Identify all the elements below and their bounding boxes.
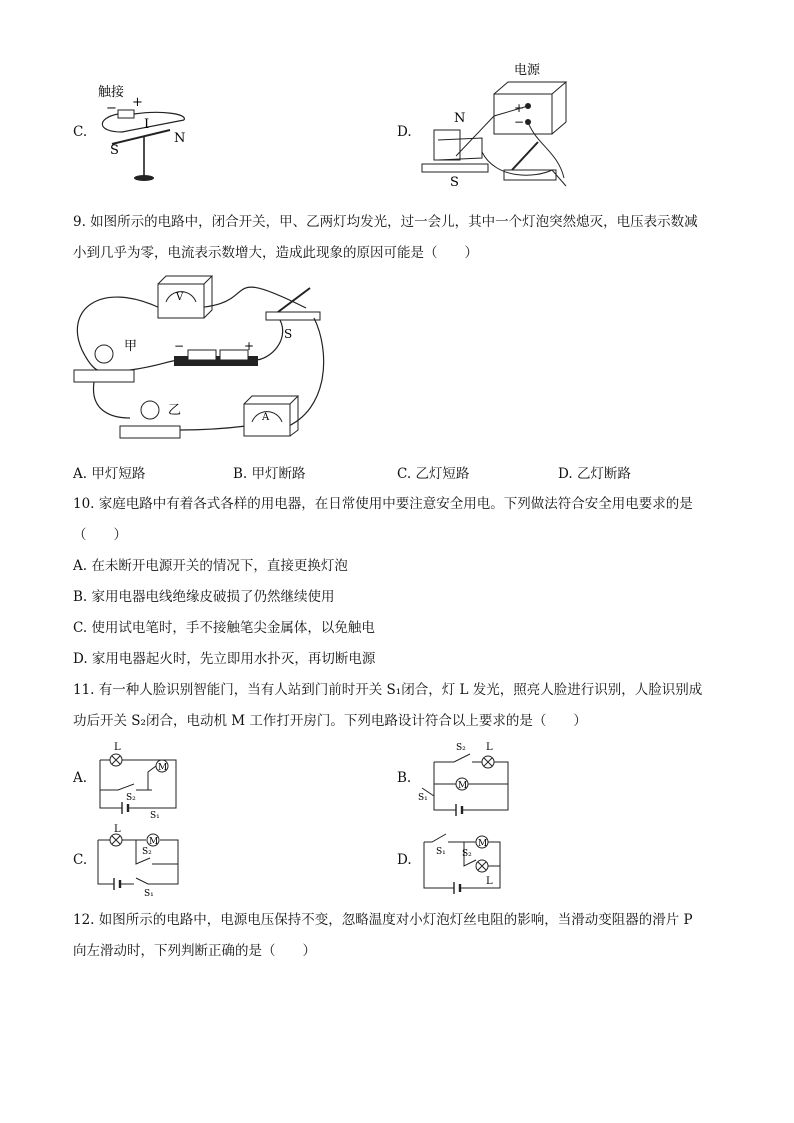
q9-option-b: B. 甲灯断路 [233, 466, 306, 482]
lamp-yi-label: 乙 [168, 403, 182, 418]
lamp-yi-icon [141, 401, 159, 419]
minus-terminal-label: − [514, 115, 525, 129]
q11-option-b-label: B. [397, 770, 412, 786]
q10-option-d: D. 家用电器起火时，先立即用水扑灭，再切断电源 [73, 651, 376, 667]
q8-option-c-label: C. [73, 124, 88, 140]
switch-s2-label: S₂ [462, 849, 472, 859]
lamp-jia-label: 甲 [124, 339, 138, 354]
motor-label: M [458, 781, 468, 791]
q8-option-c-figure [92, 84, 202, 184]
q10-option-a: A. 在未断开电源开关的情况下，直接更换灯泡 [73, 558, 348, 574]
q11-stem-line1: 11. 有一种人脸识别智能门，当有人站到门前时开关 S₁闭合，灯 L 发光，照亮人脸进行识别，人脸识别成 [73, 682, 703, 698]
q9-option-a: A. 甲灯短路 [73, 466, 146, 482]
switch-s1-label: S₁ [150, 811, 160, 820]
q11-stem-line2: 功后开关 S₂闭合，电动机 M 工作打开房门。下列电路设计符合以上要求的是（ ） [73, 713, 587, 729]
battery-icon [118, 110, 134, 118]
lamp-label: L [486, 742, 493, 753]
switch-s2-label: S₂ [456, 743, 466, 753]
ammeter-label: A [262, 412, 270, 423]
q9-option-d: D. 乙灯断路 [558, 466, 631, 482]
q9-stem-line2: 小到几乎为零，电流表示数增大，造成此现象的原因可能是（ ） [73, 245, 478, 261]
switch-lever [512, 142, 538, 170]
q10-stem-line1: 10. 家庭电路中有着各式各样的用电器，在日常使用中要注意安全用电。下列做法符合安全用电要求的是 [73, 496, 693, 512]
q11-option-a-label: A. [73, 770, 88, 786]
lamp-jia-icon [95, 345, 113, 363]
battery-cell [188, 350, 216, 360]
s-pole-label: S [450, 175, 459, 190]
switch-s1-label: S₁ [144, 889, 154, 898]
switch-label: S [284, 327, 293, 341]
lamp-jia-base [74, 370, 134, 382]
current-label: I [144, 117, 150, 132]
switch-s2-label: S₂ [142, 847, 152, 857]
q11-option-c-label: C. [73, 852, 88, 868]
n-pole-label: N [454, 111, 466, 126]
q11-option-d-circuit [416, 822, 516, 898]
q10-option-b: B. 家用电器电线绝缘皮破损了仍然继续使用 [73, 589, 335, 605]
power-supply-label: 电源 [514, 63, 541, 78]
q11-option-b-circuit [416, 740, 516, 816]
lamp-label: L [114, 742, 121, 753]
switch-s2-label: S₂ [126, 793, 136, 803]
lamp-label: L [114, 824, 121, 835]
plus-terminal-label: + [514, 101, 525, 115]
q9-circuit-figure [70, 270, 330, 450]
q9-stem-line1: 9. 如图所示的电路中，闭合开关，甲、乙两灯均发光，过一会儿，其中一个灯泡突然熄灭，电压表示数减 [73, 214, 698, 230]
lamp-label: L [486, 876, 493, 887]
q10-option-c: C. 使用试电笔时，手不接触笔尖金属体，以免触电 [73, 620, 375, 636]
switch-base [266, 312, 320, 320]
s-pole-label: S [110, 143, 119, 158]
voltmeter-label: V [176, 292, 184, 303]
lamp-yi-base [120, 426, 180, 438]
touch-label: 触接 [98, 85, 125, 100]
q11-option-a-circuit [92, 738, 188, 820]
minus-label: − [106, 101, 117, 116]
q12-stem-line2: 向左滑动时，下列判断正确的是（ ） [73, 943, 316, 959]
q10-stem-line2: （ ） [73, 527, 127, 543]
motor-label: M [149, 837, 159, 847]
magnet-base [422, 164, 488, 172]
q11-option-c-circuit [92, 822, 192, 898]
battery-minus-label: − [174, 339, 185, 353]
q9-option-c: C. 乙灯短路 [397, 466, 470, 482]
motor-label: M [478, 839, 488, 849]
battery-plus-label: + [244, 339, 255, 353]
switch-s1-label: S₁ [418, 793, 428, 803]
n-pole-label: N [174, 131, 186, 146]
q8-option-d-figure [416, 60, 576, 190]
q12-stem-line1: 12. 如图所示的电路中，电源电压保持不变，忽略温度对小灯泡灯丝电阻的影响，当滑动变阻器的滑片 P [73, 912, 693, 928]
switch-lever [278, 288, 310, 312]
motor-label: M [158, 763, 168, 773]
plus-label: + [132, 95, 143, 110]
q11-option-d-label: D. [397, 852, 412, 868]
switch-s1-label: S₁ [436, 847, 446, 857]
q8-option-d-label: D. [397, 124, 412, 140]
